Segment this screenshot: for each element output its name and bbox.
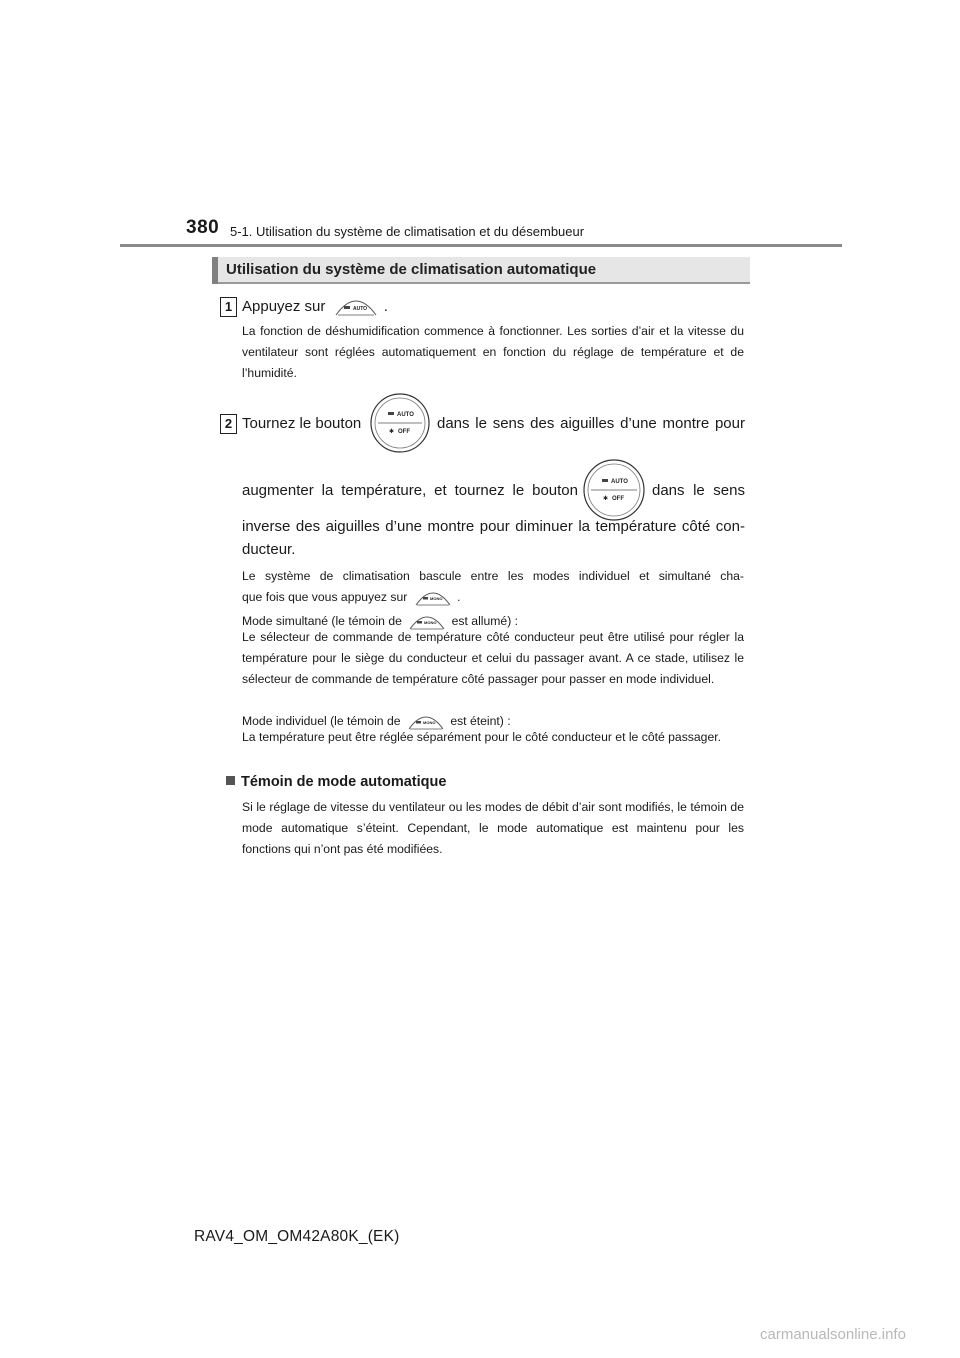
mono-button-label-2: MONO xyxy=(424,619,437,625)
section-heading-bar xyxy=(212,257,750,284)
knob-auto-label: AUTO xyxy=(397,412,414,418)
simultaneous-mode-title-before: Mode simultané (le témoin de xyxy=(242,614,402,628)
section-title: 5-1. Utilisation du système de climatisation et du désembueur xyxy=(230,224,585,239)
step-2-line-3: inverse des aiguilles d’une montre pour diminuer la température côté con- xyxy=(242,518,745,535)
step-2-line-1-after: dans le sens des aiguilles d’une montre pour xyxy=(437,415,745,432)
mono-button-icon xyxy=(414,584,452,606)
simultaneous-mode-title-after: est allumé) : xyxy=(451,614,519,628)
mono-button-label-3: MONO xyxy=(422,719,436,725)
auto-indicator-text: Si le réglage de vitesse du ventilateur ou les modes de débit d’air sont modifiés, le témoin de mode automatique s’éteint. Cependant, le mode automatique est maintenu pour les fonctions qui n’ont pas été modifiées. xyxy=(242,800,744,856)
note-mode-switch-line-1: Le système de climatisation bascule entre les modes individuel et simultané cha- xyxy=(242,569,744,583)
knob-auto-label-2: AUTO xyxy=(611,479,628,485)
note-mode-switch-end: . xyxy=(457,590,461,604)
temperature-knob-icon xyxy=(370,391,430,455)
step-2-line-2-before: augmenter la température, et tournez le bouton xyxy=(242,482,578,499)
temperature-knob-icon-2 xyxy=(582,458,646,522)
document-code: RAV4_OM_OM42A80K_(EK) xyxy=(194,1228,400,1245)
page-number: 380 xyxy=(186,217,220,238)
fan-icon-2: ✱ xyxy=(603,496,609,502)
step-2-line-1-before: Tournez le bouton xyxy=(242,415,362,432)
individual-mode-text: La température peut être réglée séparément pour le côté conducteur et le côté passager. xyxy=(242,730,721,744)
auto-button-label: AUTO xyxy=(352,306,367,313)
bullet-square-icon xyxy=(226,776,235,785)
individual-mode-title-after: est éteint) : xyxy=(450,714,511,728)
section-heading: Utilisation du système de climatisation automatique xyxy=(226,261,597,278)
step-2-badge: 2 xyxy=(220,414,237,434)
knob-off-label: OFF xyxy=(398,429,410,435)
knob-off-label-2: OFF xyxy=(612,496,624,502)
step-1-instruction xyxy=(242,297,388,317)
auto-button-icon xyxy=(334,291,378,317)
step-2-line-2-after: dans le sens xyxy=(652,482,745,499)
auto-indicator-heading xyxy=(226,774,446,790)
step-1-text-after: . xyxy=(383,298,388,315)
header-divider xyxy=(120,244,842,247)
mono-button-label: MONO xyxy=(429,595,443,601)
heading-accent xyxy=(212,257,218,284)
watermark: carmanualsonline.info xyxy=(760,1326,906,1343)
step-2-line-4: ducteur. xyxy=(242,541,296,558)
note-mode-switch-text: que fois que vous appuyez sur xyxy=(242,590,408,604)
step-1-text-before: Appuyez sur xyxy=(242,298,326,315)
note-mode-switch-line-2 xyxy=(242,587,461,608)
fan-icon: ✱ xyxy=(389,429,395,435)
step-1-description: La fonction de déshumidification commence à fonctionner. Les sorties d’air et la vitesse du ventilateur sont réglées automatiquement en fonction du réglage de température et de l’humidité. xyxy=(242,324,744,380)
simultaneous-mode-text: Le sélecteur de commande de température côté conducteur peut être utilisé pour régler la température pour le siège du conducteur et celui du passager avant. A ce stade, utilisez le sélecteur de commande de température côté passager pour passer en mode individuel. xyxy=(242,630,744,686)
auto-indicator-title: Témoin de mode automatique xyxy=(241,774,447,790)
individual-mode-title-before: Mode individuel (le témoin de xyxy=(242,714,401,728)
step-1-badge: 1 xyxy=(220,297,237,317)
